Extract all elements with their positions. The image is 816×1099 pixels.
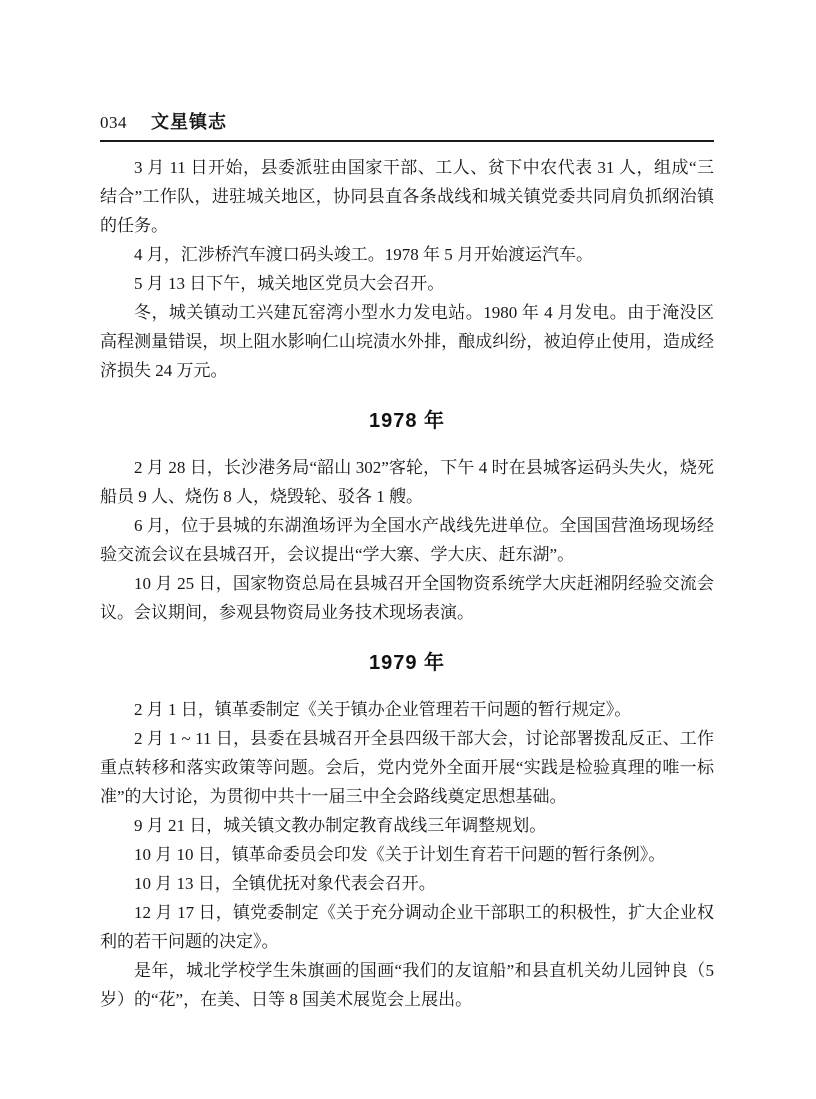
page-number: 034 <box>100 113 127 132</box>
paragraph: 10 月 13 日，全镇优抚对象代表会召开。 <box>134 874 436 893</box>
book-title: 文星镇志 <box>151 112 227 132</box>
paragraph: 9 月 21 日，城关镇文教办制定教育战线三年调整规划。 <box>134 816 547 835</box>
section-heading-1979: 1979 年 <box>368 652 446 674</box>
paragraph: 10 月 25 日，国家物资总局在县城召开全国物资系统学大庆赶湘阴经验交流会议。会议期间，参观县物资局业务技术现场表演。 <box>100 574 714 622</box>
paragraph: 是年，城北学校学生朱旗画的国画“我们的友谊船”和县直机关幼儿园钟良（5 岁）的“花”，在美、日等 8 国美术展览会上展出。 <box>100 961 714 1009</box>
paragraph: 5 月 13 日下午，城关地区党员大会召开。 <box>134 274 445 293</box>
paragraph: 6 月，位于县城的东湖渔场评为全国水产战线先进单位。全国国营渔场现场经验交流会议在县城召开，会议提出“学大寨、学大庆、赶东湖”。 <box>100 516 714 564</box>
paragraph: 2 月 1 ~ 11 日，县委在县城召开全县四级干部大会，讨论部署拨乱反正、工作重点转移和落实政策等问题。会后，党内党外全面开展“实践是检验真理的唯一标准”的大讨论，为贯彻中共十一届三中全会路线奠定思想基础。 <box>100 729 714 806</box>
paragraph: 10 月 10 日，镇革命委员会印发《关于计划生育若干问题的暂行条例》。 <box>134 845 666 864</box>
paragraph: 冬，城关镇动工兴建瓦窑湾小型水力发电站。1980 年 4 月发电。由于淹没区高程测量错误，坝上阻水影响仁山垸渍水外排，酿成纠纷，被迫停止使用，造成经济损失 24 万元。 <box>100 303 714 380</box>
paragraph: 4 月，汇涉桥汽车渡口码头竣工。1978 年 5 月开始渡运汽车。 <box>134 245 593 264</box>
running-header <box>100 108 714 142</box>
paragraph: 2 月 28 日，长沙港务局“韶山 302”客轮，下午 4 时在县城客运码头失火，烧死船员 9 人、烧伤 8 人，烧毁轮、驳各 1 艘。 <box>100 458 714 506</box>
chronicle-text <box>100 142 714 1014</box>
section-heading-1978: 1978 年 <box>368 410 446 432</box>
paragraph: 2 月 1 日，镇革委制定《关于镇办企业管理若干问题的暂行规定》。 <box>134 700 632 719</box>
page-content <box>100 108 714 1014</box>
paragraph: 3 月 11 日开始，县委派驻由国家干部、工人、贫下中农代表 31 人，组成“三结合”工作队，进驻城关地区，协同县直各条战线和城关镇党委共同肩负抓纲治镇的任务。 <box>100 158 714 235</box>
paragraph: 12 月 17 日，镇党委制定《关于充分调动企业干部职工的积极性，扩大企业权利的若干问题的决定》。 <box>100 903 714 951</box>
